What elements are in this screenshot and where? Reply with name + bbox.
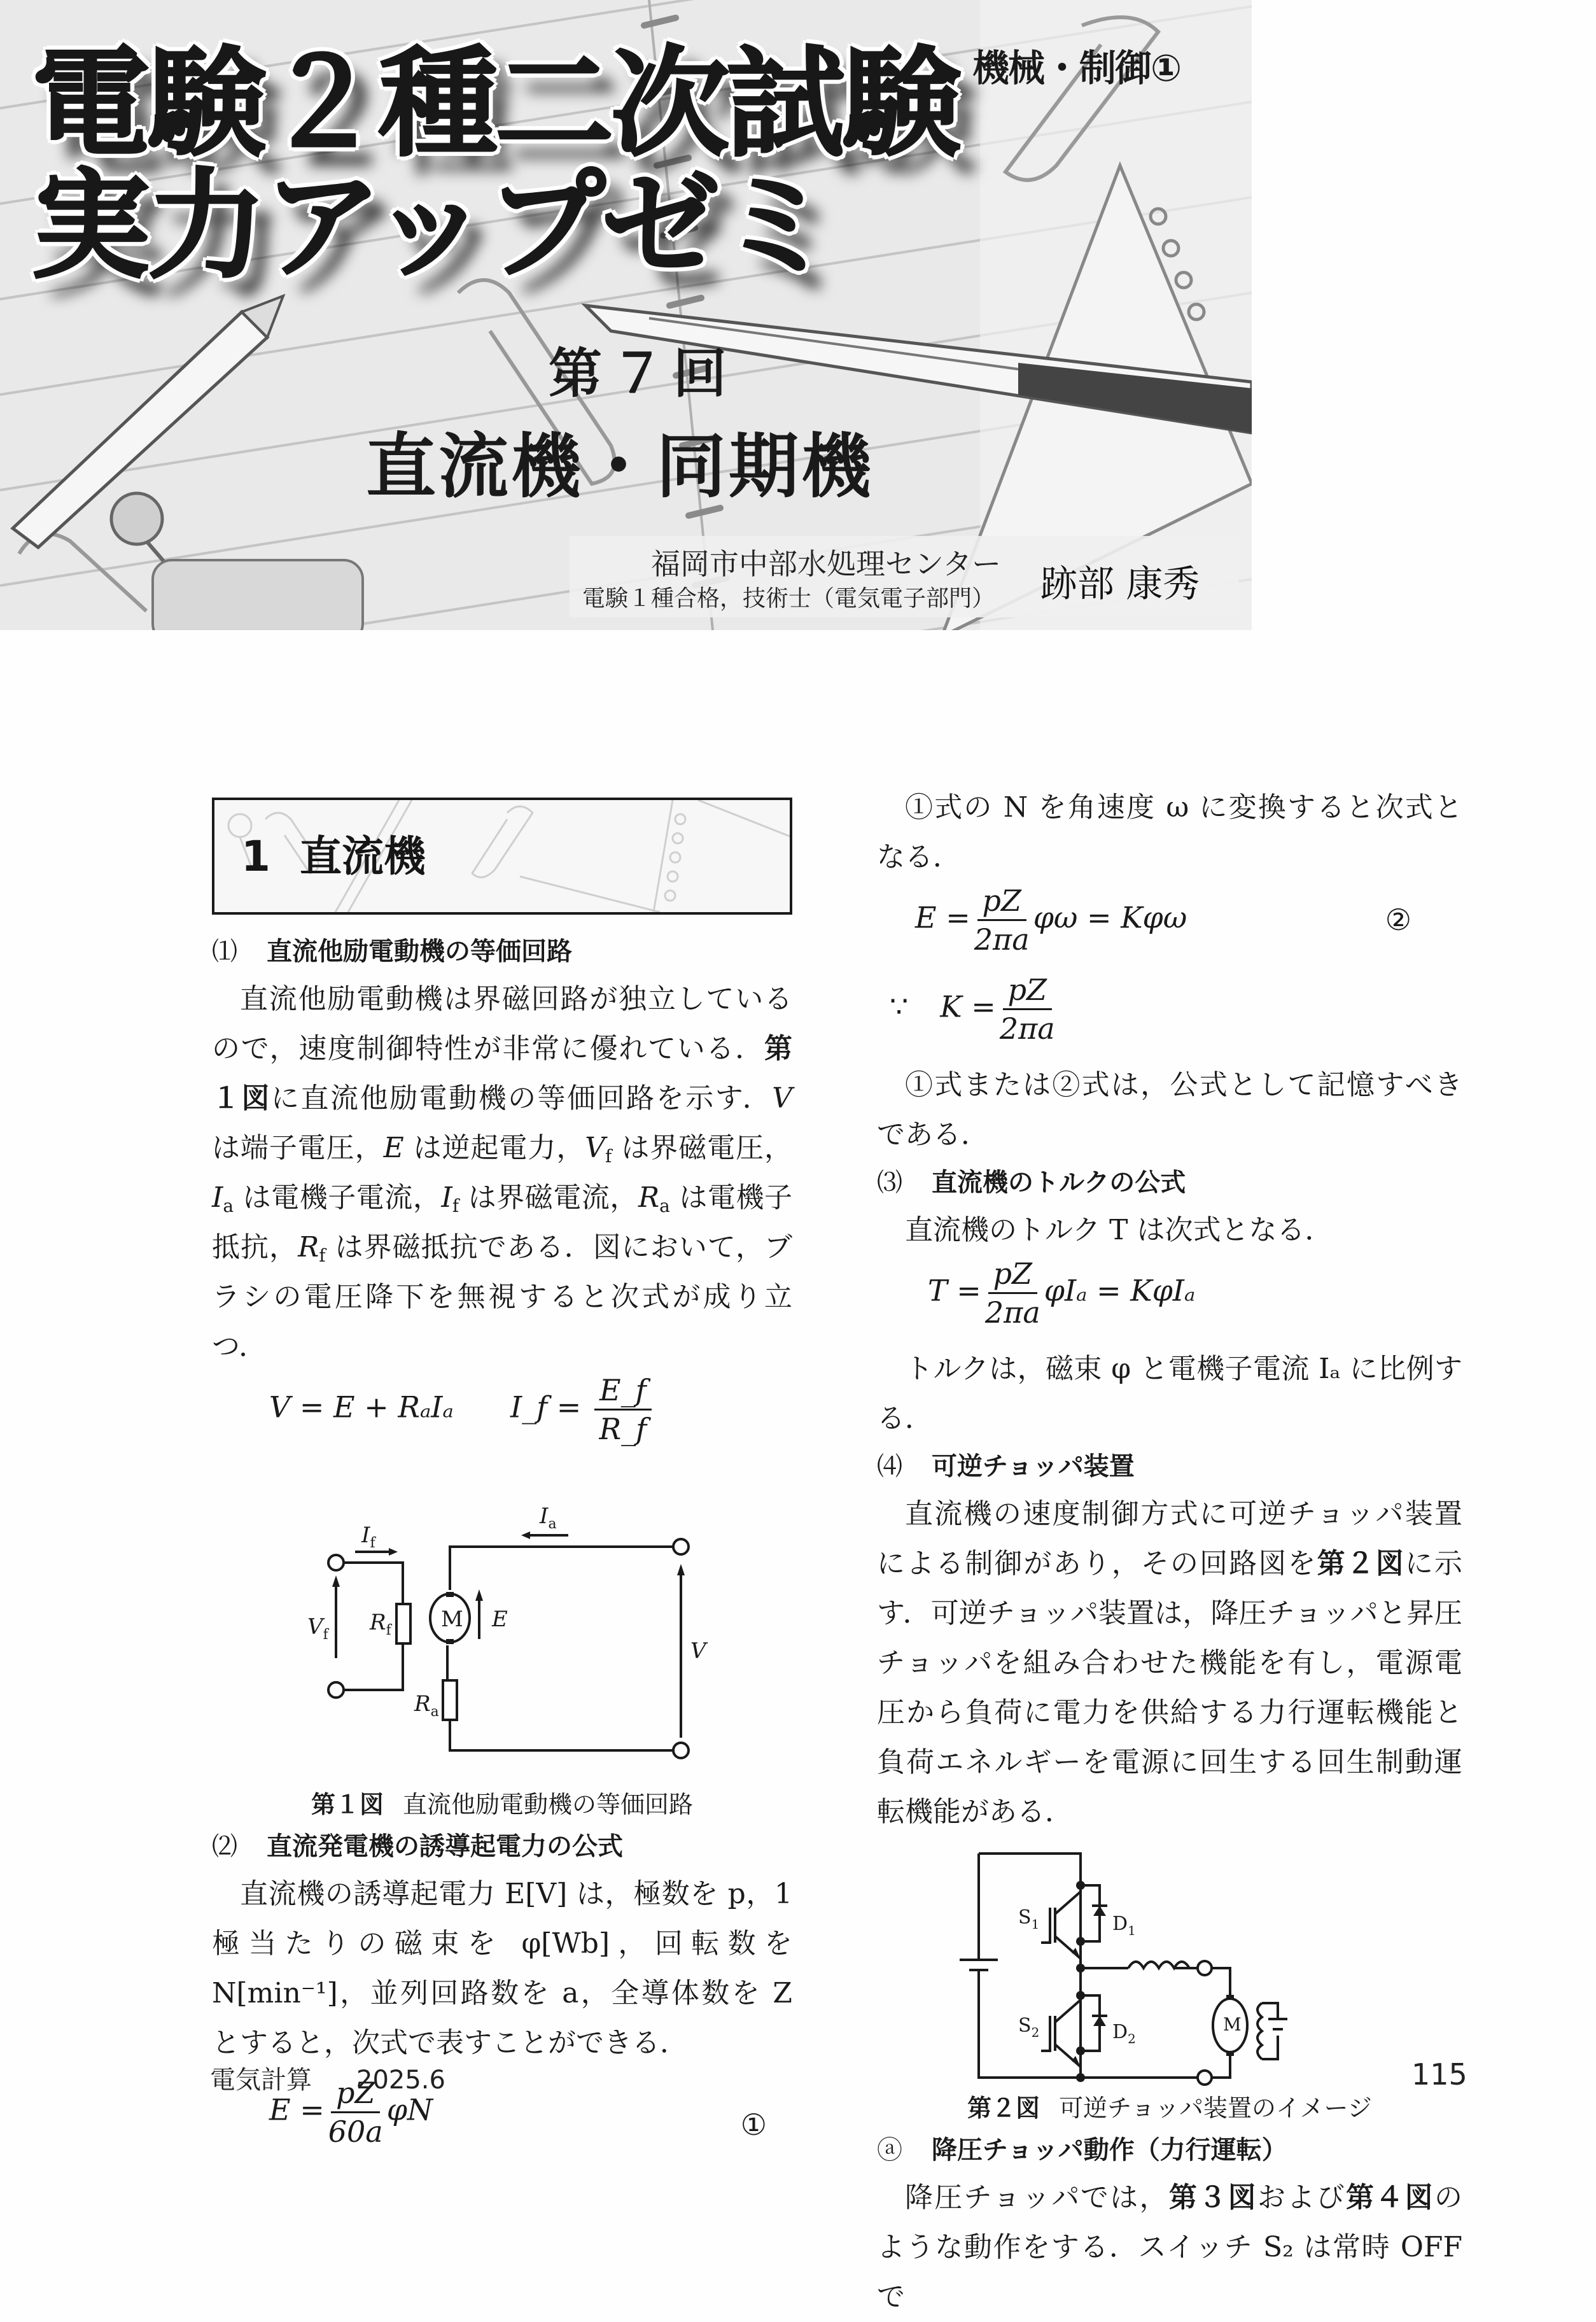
issue-date: 2025.6 (356, 2065, 445, 2095)
issue-title: 直流機・同期機 (366, 426, 874, 507)
equation-voltage: V = E + RₐIₐ I_f = $\frac{E\_f}{R\_f}$ (212, 1372, 792, 1448)
terminal-icon (673, 1743, 689, 1758)
paragraph-reversible-chopper: 直流機の速度制御方式に可逆チョッパ装置による制御があり，その回路図を第２図に示す．可逆チョッパ装置は，降圧チョッパと昇圧チョッパを組み合わせた機能を有し，電源電圧から負荷に電力を供給する力行運転機能と負荷エネルギーを電源に回生する回生制動運転機能がある． (877, 1498, 1463, 1828)
label-M: M (1223, 2014, 1242, 2035)
diode-icon (1093, 1906, 1106, 1916)
subsection-heading-2: ⑵ 直流発電機の誘導起電力の公式 (212, 1832, 623, 1861)
subsection-heading-a: ⓐ 降圧チョッパ動作（力行運転） (877, 2136, 1287, 2165)
figure-ref-3: 第３図 (1168, 2181, 1257, 2214)
arrow-icon (677, 1564, 685, 1575)
terminal-icon (328, 1682, 344, 1698)
diode-icon (1093, 2016, 1106, 2026)
magazine-name: 電気計算 (210, 2065, 312, 2095)
paragraph-angular-velocity: ①式の N を角速度 ω に変換すると次式となる． (877, 791, 1462, 873)
equation-K: ∵ K = $\frac{pZ}{2\pi a}$ (890, 973, 1055, 1046)
paragraph-separately-excited-motor: 直流他励電動機は界磁回路が独立しているので，速度制御特性が非常に優れている．第１図に直流他励電動機の等価回路を示す．V は端子電圧，E は逆起電力，$V_f$ は界磁電圧，$I_a$ は電機子電流，$I_f$ は界磁電流，$R_a$ は電機子抵抗，$R_f$ は界磁抵抗である．図において，ブラシの電圧降下を無視すると次式が成り立つ． (212, 983, 793, 1363)
paragraph-induced-emf: 直流機の誘導起電力 E[V] は，極数を p，1 極当たりの磁束を φ[Wb]，回転数を N[min⁻¹]，並列回路数を a，全導体数を Z とすると，次式で表すことができる． (212, 1878, 792, 2059)
equation-number-1: ① (740, 2107, 767, 2142)
label-M: M (441, 1607, 463, 1632)
label-D1: $D_1$ (1112, 1913, 1136, 1938)
arrow-icon (1072, 1948, 1081, 1959)
label-D2: $D_2$ (1112, 2021, 1136, 2046)
terminal-icon (328, 1555, 344, 1570)
equation-1: E = $\frac{pZ}{60a}$ φN ① (269, 2076, 767, 2149)
series-tag: 機械・制御① (972, 46, 1181, 90)
paragraph-torque-proportional: トルクは，磁束 φ と電機子電流 Iₐ に比例する． (877, 1353, 1462, 1435)
section-heading (241, 832, 426, 882)
label-If: $I_f$ (361, 1523, 375, 1551)
figure-2-reversible-chopper (877, 1841, 1462, 2108)
paragraph-remember: ①式または②式は，公式として記憶すべきである． (877, 1069, 1462, 1151)
figure-1-caption: 第１図 直流他励電動機の等価回路 (311, 1791, 694, 1819)
figure-1-equivalent-circuit (212, 1448, 792, 1805)
section-title: 直流機 (299, 832, 426, 881)
paragraph-buck-chopper: 降圧チョッパでは，第３図および第４図のような動作をする．スイッチ S₂ は常時 OFF で (877, 2181, 1462, 2313)
issue-number: 第７回 (549, 342, 736, 405)
field-resistor-icon (396, 1604, 410, 1643)
label-Ia: $I_a$ (540, 1503, 557, 1532)
right-column (877, 783, 1462, 2322)
label-Rf: $R_f$ (370, 1610, 391, 1638)
label-V: V (690, 1638, 706, 1664)
terminal-icon (1198, 2071, 1212, 2085)
subsection-heading-3: ⑶ 直流機のトルクの公式 (877, 1168, 1186, 1197)
footer-magazine (210, 2060, 490, 2096)
terminal-icon (673, 1539, 689, 1554)
arrow-icon (389, 1548, 398, 1556)
header-banner (0, 0, 1252, 630)
author-qualification: 電験１種合格，技術士（電気電子部門） (582, 586, 995, 612)
left-column (212, 798, 792, 2176)
figure-2-caption: 第２図 可逆チョッパ装置のイメージ (967, 2094, 1372, 2122)
armature-resistor-icon (443, 1680, 457, 1720)
paragraph-torque: 直流機のトルク T は次式となる． (905, 1214, 1333, 1246)
label-E: E (492, 1607, 508, 1632)
arrow-icon (332, 1575, 340, 1587)
author-name: 跡部 康秀 (1040, 562, 1200, 605)
equation-number-2: ② (1385, 903, 1411, 937)
terminal-icon (1198, 1961, 1212, 1975)
page-number: 115 (1411, 2057, 1467, 2092)
banner-title-line-2: 実力アップゼミ (32, 157, 834, 295)
subsection-heading-1: ⑴ 直流他励電動機の等価回路 (212, 937, 572, 966)
field-winding-icon (1257, 2003, 1262, 2059)
section-heading-box (212, 798, 792, 915)
equation-2: E = $\frac{pZ}{2\pi a}$ φω = Kφω ② (915, 883, 1411, 957)
label-S1: $S_1$ (1018, 1906, 1040, 1932)
label-Vf: $V_f$ (307, 1614, 328, 1643)
section-number: 1 (241, 832, 270, 881)
label-Ra: $R_a$ (414, 1691, 439, 1720)
author-affiliation: 福岡市中部水処理センター (651, 547, 1002, 581)
author-box (570, 536, 1239, 617)
arrow-icon (1072, 2056, 1081, 2067)
figure-ref-2: 第２図 (1317, 1547, 1405, 1580)
subsection-heading-4: ⑷ 可逆チョッパ装置 (877, 1452, 1135, 1481)
banner-title-line-1: 電験２種二次試験 (32, 34, 959, 172)
equation-torque: T = $\frac{pZ}{2\pi a}$ φIₐ = KφIₐ (928, 1256, 1196, 1330)
arrow-icon (475, 1589, 483, 1601)
arrow-icon (521, 1531, 530, 1539)
figure-ref-4: 第４図 (1345, 2181, 1434, 2214)
label-S2: $S_2$ (1018, 2015, 1040, 2040)
figure-ref-1: 第１図 (212, 1032, 792, 1115)
